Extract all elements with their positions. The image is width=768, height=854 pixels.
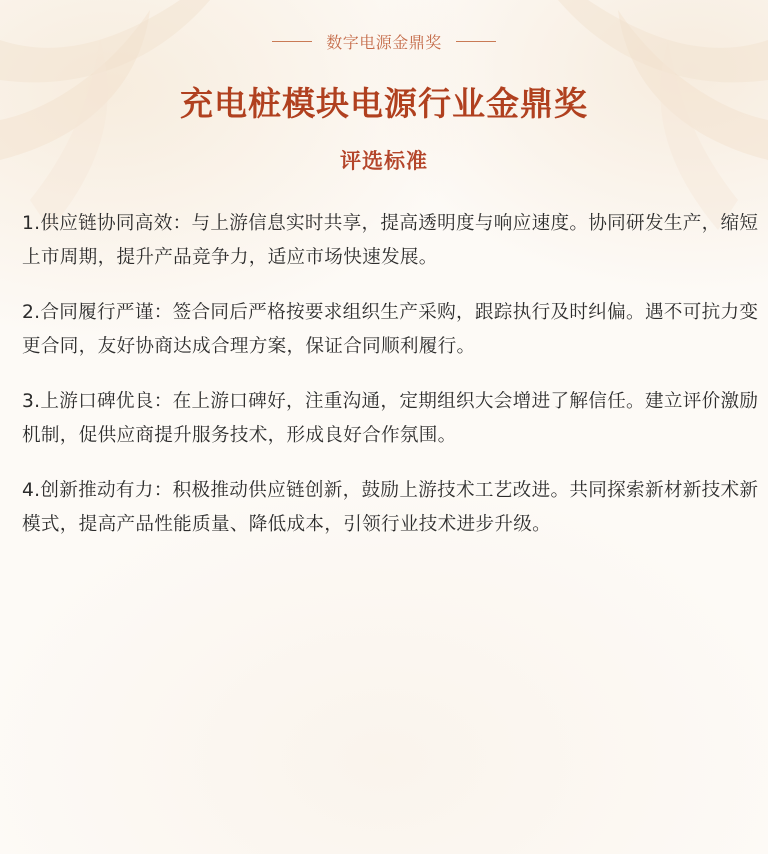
page-title: 充电桩模块电源行业金鼎奖: [180, 84, 588, 123]
tag-divider-right: [456, 41, 496, 42]
criteria-item: 3.上游口碑优良：在上游口碑好，注重沟通，定期组织大会增进了解信任。建立评价激励机制，促供应商提升服务技术，形成良好合作氛围。: [22, 391, 759, 446]
award-category-tag: [0, 30, 768, 53]
tag-divider-left: [272, 41, 312, 42]
criteria-item: 1.供应链协同高效：与上游信息实时共享，提高透明度与响应速度。协同研发生产，缩短上市周期，提升产品竞争力，适应市场快速发展。: [22, 213, 759, 268]
tag-text: 数字电源金鼎奖: [326, 33, 442, 52]
section-subtitle: 评选标准: [340, 149, 428, 173]
criteria-list: [22, 207, 760, 563]
criteria-item: 2.合同履行严谨：签合同后严格按要求组织生产采购，跟踪执行及时纠偏。遇不可抗力变更合同，友好协商达成合理方案，保证合同顺利履行。: [22, 302, 759, 357]
criteria-item: 4.创新推动有力：积极推动供应链创新，鼓励上游技术工艺改进。共同探索新材新技术新模式，提高产品性能质量、降低成本，引领行业技术进步升级。: [22, 480, 759, 535]
